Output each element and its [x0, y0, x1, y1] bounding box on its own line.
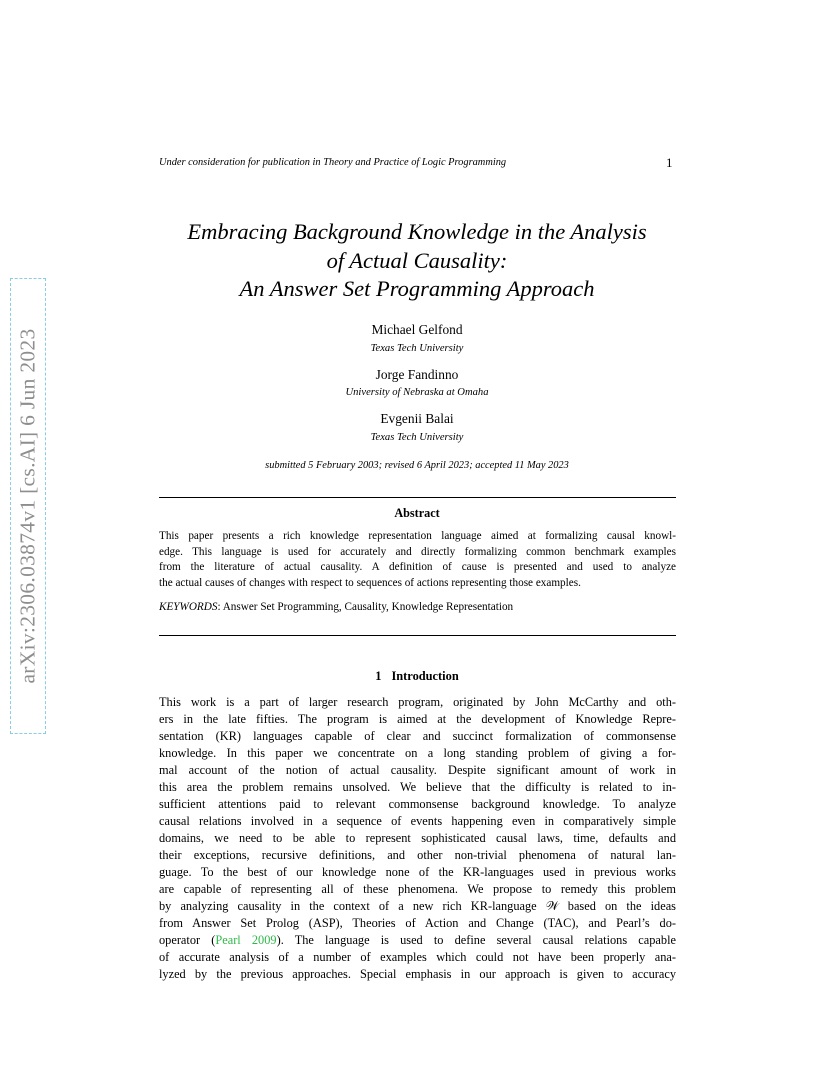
- author-name: Michael Gelfond: [371, 322, 463, 337]
- abstract-heading: Abstract: [394, 506, 440, 520]
- author-affiliation: Texas Tech University: [370, 343, 464, 354]
- abstract-line: the actual causes of changes with respect to sequences of actions representing those examples.: [159, 577, 581, 590]
- section-title: Introduction: [391, 669, 459, 683]
- keywords-label: KEYWORDS: [159, 601, 218, 613]
- body-line: ers in the late fifties. The program is aimed at the development of Knowledge Repre-: [159, 712, 676, 726]
- title-line: Embracing Background Knowledge in the Analysis: [187, 219, 647, 244]
- body-line: of accurate analysis of a number of examples which could not have been properly ana-: [159, 950, 676, 964]
- abstract-body: [159, 529, 676, 592]
- section-heading: [150, 669, 684, 684]
- abstract-line: edge. This language is used for accurately and directly formalizing common benchmark examples: [159, 545, 676, 558]
- body-line: domains, we need to be able to represent sophisticated causal laws, time, defaults and: [159, 831, 676, 845]
- body-line: from Answer Set Prolog (ASP), Theories of Action and Change (TAC), and Pearl’s do-: [159, 916, 676, 930]
- author-affiliation: University of Nebraska at Omaha: [345, 387, 489, 398]
- section-number: 1: [375, 669, 382, 683]
- keywords-list: : Answer Set Programming, Causality, Knowledge Representation: [217, 601, 514, 613]
- abstract-line: This paper presents a rich knowledge representation language aimed at formalizing causal knowl-: [159, 530, 676, 542]
- body-line: lyzed by the previous approaches. Special emphasis in our approach is given to accuracy: [159, 967, 676, 981]
- running-head: Under consideration for publication in Theory and Practice of Logic Programming: [159, 157, 507, 168]
- bottom-divider: [159, 635, 676, 636]
- abstract-line: from the literature of actual causality. A definition of cause is presented and used to analyze: [159, 561, 676, 574]
- introduction-body: [159, 694, 676, 983]
- author-name: Jorge Fandinno: [375, 367, 459, 382]
- body-line: This work is a part of larger research program, originated by John McCarthy and oth-: [159, 695, 676, 709]
- body-line: guage. To the best of our knowledge none of the KR-languages used in previous works: [159, 865, 676, 879]
- body-line: causal relations involved in a sequence of events happening even in comparatively simple: [159, 814, 676, 828]
- body-line: their exceptions, recursive definitions, and other non-trivial phenomena of natural lan-: [159, 848, 676, 862]
- paper-title: [150, 218, 684, 304]
- body-line: this area the problem remains unsolved. We believe that the difficulty is related to in-: [159, 780, 676, 794]
- body-line: are capable of representing all of these phenomena. We propose to remedy this problem: [159, 882, 676, 896]
- title-line: An Answer Set Programming Approach: [239, 276, 595, 301]
- body-line: by analyzing causality in the context of a new rich KR-language 𝒲 based on the ideas: [159, 899, 676, 913]
- citation-link[interactable]: Pearl 2009: [215, 933, 277, 947]
- cite-before: operator (: [159, 933, 216, 947]
- author-affiliation: Texas Tech University: [370, 432, 464, 443]
- arxiv-identifier: arXiv:2306.03874v1 [cs.AI] 6 Jun 2023: [15, 328, 40, 684]
- page-number: 1: [666, 155, 673, 170]
- body-line-with-citation: [159, 932, 676, 949]
- body-line: knowledge. In this paper we concentrate on a long standing problem of giving a for-: [159, 746, 676, 760]
- author-name: Evgenii Balai: [380, 411, 454, 426]
- title-line: of Actual Causality:: [326, 247, 508, 273]
- top-divider: [159, 497, 676, 498]
- cite-after: ). The language is used to define several causal relations capable: [276, 933, 676, 947]
- body-line: mal account of the notion of actual causality. Despite significant amount of work in: [159, 763, 676, 777]
- body-line: sentation (KR) languages capable of clear and succinct formalization of commonsense: [159, 729, 676, 743]
- keywords: [159, 601, 513, 613]
- body-line: sufficient attentions paid to relevant commonsense background knowledge. To analyze: [159, 797, 676, 811]
- submission-dates: submitted 5 February 2003; revised 6 April 2023; accepted 11 May 2023: [265, 460, 569, 471]
